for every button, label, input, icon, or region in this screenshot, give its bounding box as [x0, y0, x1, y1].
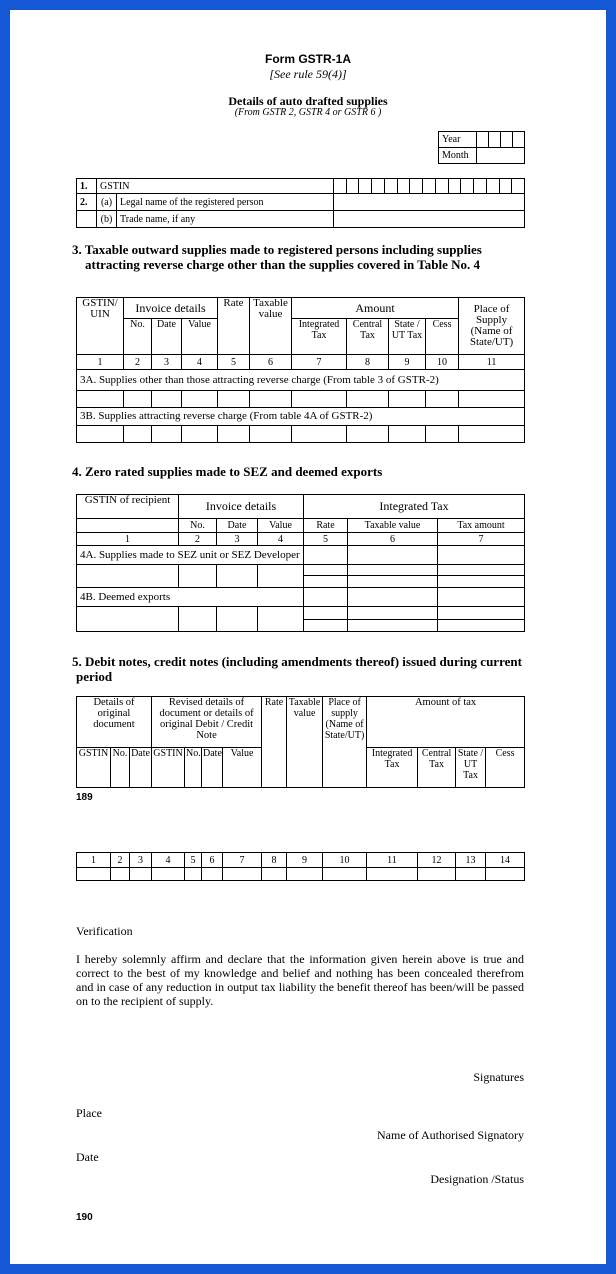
column-number: 7 — [438, 533, 525, 546]
section-5-table-continued — [76, 852, 525, 881]
authorised-signatory-label: Name of Authorised Signatory — [377, 1128, 524, 1142]
column-number: 5 — [304, 533, 348, 546]
col-taxable-value: Taxable value — [287, 697, 323, 788]
input-cell[interactable] — [304, 620, 348, 632]
gstin-digit-box[interactable] — [487, 179, 500, 193]
input-cell[interactable] — [389, 426, 426, 443]
input-cell[interactable] — [304, 565, 348, 576]
col-tax-amount: Tax amount — [438, 519, 525, 533]
col-no: No. — [185, 748, 202, 788]
input-cell[interactable] — [77, 868, 111, 881]
input-cell[interactable] — [182, 426, 218, 443]
year-digit-box[interactable] — [477, 132, 489, 148]
section-4-table — [76, 494, 525, 632]
column-number: 4 — [258, 533, 304, 546]
row-number: 1. — [77, 179, 97, 194]
row-4a-label: 4A. Supplies made to SEZ unit or SEZ Developer — [77, 546, 304, 565]
column-number: 11 — [367, 853, 418, 868]
input-cell[interactable] — [438, 620, 525, 632]
input-cell[interactable] — [304, 546, 348, 565]
section-3-heading-cont: attracting reverse charge other than the supplies covered in Table No. 4 — [85, 257, 481, 272]
input-cell[interactable] — [124, 391, 152, 408]
gstin-digit-box[interactable] — [372, 179, 385, 193]
column-number: 11 — [459, 355, 525, 370]
input-cell[interactable] — [486, 868, 525, 881]
column-number: 13 — [456, 853, 486, 868]
page-number: 190 — [76, 1212, 93, 1223]
gstin-digit-box[interactable] — [512, 179, 524, 193]
input-cell[interactable] — [389, 391, 426, 408]
year-digit-box[interactable] — [501, 132, 513, 148]
col-rate: Rate — [304, 519, 348, 533]
input-cell[interactable] — [258, 565, 304, 588]
column-number: 9 — [287, 853, 323, 868]
section-5-heading: 5. Debit notes, credit notes (including amendments thereof) issued during current — [72, 654, 522, 669]
col-taxable-value: Taxable value — [348, 519, 438, 533]
input-cell[interactable] — [250, 426, 292, 443]
col-amount: Amount — [292, 298, 459, 319]
input-cell[interactable] — [347, 426, 389, 443]
col-place-of-supply: Place of Supply (Name of State/UT) — [459, 298, 525, 355]
verification-text: I hereby solemnly affirm and declare that the information given herein above is true and correct to the best of my knowledge and belief and nothing has been concealed therefrom and in case of any reduction in output tax liability the benefit thereof has been/will be passed on to the recipient of supply. — [76, 952, 524, 1008]
input-cell[interactable] — [152, 391, 182, 408]
column-number: 2 — [124, 355, 152, 370]
section-3-heading: 3. Taxable outward supplies made to registered persons including supplies — [72, 242, 482, 257]
empty-cell — [77, 519, 179, 533]
input-cell[interactable] — [218, 391, 250, 408]
place-label: Place — [76, 1106, 102, 1120]
legal-name-field[interactable] — [334, 194, 525, 211]
input-cell[interactable] — [456, 868, 486, 881]
subtitle: Details of auto drafted supplies — [228, 94, 388, 108]
input-cell[interactable] — [347, 391, 389, 408]
sub-row-label: (b) — [97, 211, 117, 228]
input-cell[interactable] — [304, 576, 348, 588]
input-cell[interactable] — [348, 576, 438, 588]
gstin-digit-box[interactable] — [398, 179, 411, 193]
input-cell[interactable] — [202, 868, 223, 881]
gstin-digit-box[interactable] — [347, 179, 360, 193]
col-cess: Cess — [486, 748, 525, 788]
col-amount-of-tax: Amount of tax — [367, 697, 525, 748]
col-place-of-supply: Place of supply (Name of State/UT) — [323, 697, 367, 788]
column-number: 6 — [202, 853, 223, 868]
input-cell[interactable] — [426, 426, 459, 443]
trade-name-label: Trade name, if any — [117, 211, 334, 228]
col-no: No. — [111, 748, 130, 788]
column-number: 10 — [426, 355, 459, 370]
column-number: 2 — [179, 533, 217, 546]
document-page — [10, 10, 606, 1264]
input-cell[interactable] — [77, 391, 124, 408]
input-cell[interactable] — [152, 868, 185, 881]
gstin-digit-box[interactable] — [461, 179, 474, 193]
col-no: No. — [124, 319, 152, 355]
input-cell[interactable] — [304, 607, 348, 620]
legal-name-label: Legal name of the registered person — [117, 194, 334, 211]
column-number: 2 — [111, 853, 130, 868]
column-number: 1 — [77, 355, 124, 370]
input-cell[interactable] — [124, 426, 152, 443]
col-state-ut-tax: State / UT Tax — [456, 748, 486, 788]
year-digit-box[interactable] — [513, 132, 525, 148]
input-cell[interactable] — [217, 607, 258, 632]
input-cell[interactable] — [418, 868, 456, 881]
input-cell[interactable] — [348, 620, 438, 632]
column-number: 6 — [348, 533, 438, 546]
subtitle-note: (From GSTR 2, GSTR 4 or GSTR 6 ) — [234, 107, 382, 118]
input-cell[interactable] — [250, 391, 292, 408]
col-value: Value — [182, 319, 218, 355]
column-number: 14 — [486, 853, 525, 868]
col-gstin: GSTIN — [77, 748, 111, 788]
input-cell[interactable] — [223, 868, 262, 881]
col-value: Value — [258, 519, 304, 533]
column-number: 9 — [389, 355, 426, 370]
input-cell[interactable] — [438, 565, 525, 576]
column-number: 3 — [152, 355, 182, 370]
column-number: 7 — [223, 853, 262, 868]
gstin-digit-box[interactable] — [423, 179, 436, 193]
column-number: 12 — [418, 853, 456, 868]
col-invoice-details: Invoice details — [179, 495, 304, 519]
input-cell[interactable] — [111, 868, 130, 881]
input-cell[interactable] — [438, 607, 525, 620]
col-gstin-of-recipient: GSTIN of recipient — [77, 495, 179, 519]
column-number: 10 — [323, 853, 367, 868]
row-3b-label: 3B. Supplies attracting reverse charge (From table 4A of GSTR-2) — [77, 408, 525, 426]
column-number: 8 — [262, 853, 287, 868]
col-gstin: GSTIN — [152, 748, 185, 788]
input-cell[interactable] — [348, 565, 438, 576]
date-label: Date — [76, 1150, 99, 1164]
input-cell[interactable] — [459, 391, 525, 408]
column-number: 4 — [152, 853, 185, 868]
input-cell[interactable] — [262, 868, 287, 881]
page-number: 189 — [76, 792, 93, 803]
column-number: 4 — [182, 355, 218, 370]
section-5-table — [76, 696, 525, 788]
input-cell[interactable] — [438, 588, 525, 607]
input-cell[interactable] — [77, 565, 179, 588]
trade-name-field[interactable] — [334, 211, 525, 228]
column-number: 7 — [292, 355, 347, 370]
table-row — [77, 868, 525, 881]
input-cell[interactable] — [217, 565, 258, 588]
col-integrated-tax: Integrated Tax — [304, 495, 525, 519]
column-number: 5 — [185, 853, 202, 868]
column-number: 8 — [347, 355, 389, 370]
gstin-digit-box[interactable] — [385, 179, 398, 193]
input-cell[interactable] — [218, 426, 250, 443]
input-cell[interactable] — [438, 546, 525, 565]
table-row — [77, 391, 525, 408]
column-number: 6 — [250, 355, 292, 370]
gstin-digit-box[interactable] — [436, 179, 449, 193]
form-title: Form GSTR-1A — [264, 52, 351, 66]
input-cell[interactable] — [292, 426, 347, 443]
table-row — [77, 426, 525, 443]
input-cell[interactable] — [287, 868, 323, 881]
gstin-digit-box[interactable] — [449, 179, 462, 193]
year-label: Year — [439, 132, 477, 148]
input-cell[interactable] — [304, 588, 348, 607]
gstin-digit-box[interactable] — [474, 179, 487, 193]
input-cell[interactable] — [348, 607, 438, 620]
col-date: Date — [202, 748, 223, 788]
input-cell[interactable] — [348, 546, 438, 565]
input-cell[interactable] — [323, 868, 367, 881]
gstin-digit-box[interactable] — [500, 179, 513, 193]
input-cell[interactable] — [179, 565, 217, 588]
input-cell[interactable] — [77, 607, 179, 632]
col-value: Value — [223, 748, 262, 788]
month-label: Month — [439, 148, 477, 164]
col-central-tax: Central Tax — [418, 748, 456, 788]
year-month-table — [438, 131, 525, 164]
gstin-table — [76, 178, 525, 228]
input-cell[interactable] — [258, 607, 304, 632]
designation-label: Designation /Status — [430, 1172, 524, 1186]
column-number: 3 — [130, 853, 152, 868]
input-cell[interactable] — [182, 391, 218, 408]
input-cell[interactable] — [152, 426, 182, 443]
input-cell[interactable] — [130, 868, 152, 881]
col-no: No. — [179, 519, 217, 533]
column-number: 5 — [218, 355, 250, 370]
col-taxable-value: Taxable value — [250, 298, 292, 355]
empty-cell — [77, 211, 97, 228]
gstin-digit-box[interactable] — [410, 179, 423, 193]
input-cell[interactable] — [77, 426, 124, 443]
verification-title: Verification — [76, 924, 133, 938]
row-4b-label: 4B. Deemed exports — [77, 588, 304, 607]
gstin-label: GSTIN — [97, 179, 334, 194]
col-rate: Rate — [218, 298, 250, 355]
month-box[interactable] — [477, 148, 525, 164]
input-cell[interactable] — [438, 576, 525, 588]
col-invoice-details: Invoice details — [124, 298, 218, 319]
year-digit-box[interactable] — [489, 132, 501, 148]
sub-row-label: (a) — [97, 194, 117, 211]
input-cell[interactable] — [367, 868, 418, 881]
input-cell[interactable] — [426, 391, 459, 408]
section-5-heading-cont: period — [76, 669, 113, 684]
input-cell[interactable] — [348, 588, 438, 607]
column-number: 3 — [217, 533, 258, 546]
gstin-boxes[interactable] — [334, 179, 525, 194]
col-central-tax: Central Tax — [347, 319, 389, 355]
col-integrated-tax: Integrated Tax — [292, 319, 347, 355]
col-revised-details: Revised details of document or details of original Debit / Credit Note — [152, 697, 262, 748]
rule-reference: [See rule 59(4)] — [269, 67, 347, 81]
row-3a-label: 3A. Supplies other than those attracting reverse charge (From table 3 of GSTR-2) — [77, 370, 525, 391]
column-number: 1 — [77, 533, 179, 546]
gstin-digit-box[interactable] — [334, 179, 347, 193]
section-3-table — [76, 297, 525, 443]
input-cell[interactable] — [292, 391, 347, 408]
col-state-ut-tax: State / UT Tax — [389, 319, 426, 355]
row-number: 2. — [77, 194, 97, 211]
col-date: Date — [152, 319, 182, 355]
input-cell[interactable] — [185, 868, 202, 881]
col-date: Date — [217, 519, 258, 533]
gstin-digit-box[interactable] — [359, 179, 372, 193]
signatures-label: Signatures — [473, 1070, 524, 1084]
col-rate: Rate — [262, 697, 287, 788]
col-cess: Cess — [426, 319, 459, 355]
section-4-heading: 4. Zero rated supplies made to SEZ and deemed exports — [72, 464, 383, 479]
column-number: 1 — [77, 853, 111, 868]
col-gstin-uin: GSTIN/ UIN — [77, 298, 124, 355]
input-cell[interactable] — [179, 607, 217, 632]
col-integrated-tax: Integrated Tax — [367, 748, 418, 788]
input-cell[interactable] — [459, 426, 525, 443]
col-original-document: Details of original document — [77, 697, 152, 748]
col-date: Date — [130, 748, 152, 788]
